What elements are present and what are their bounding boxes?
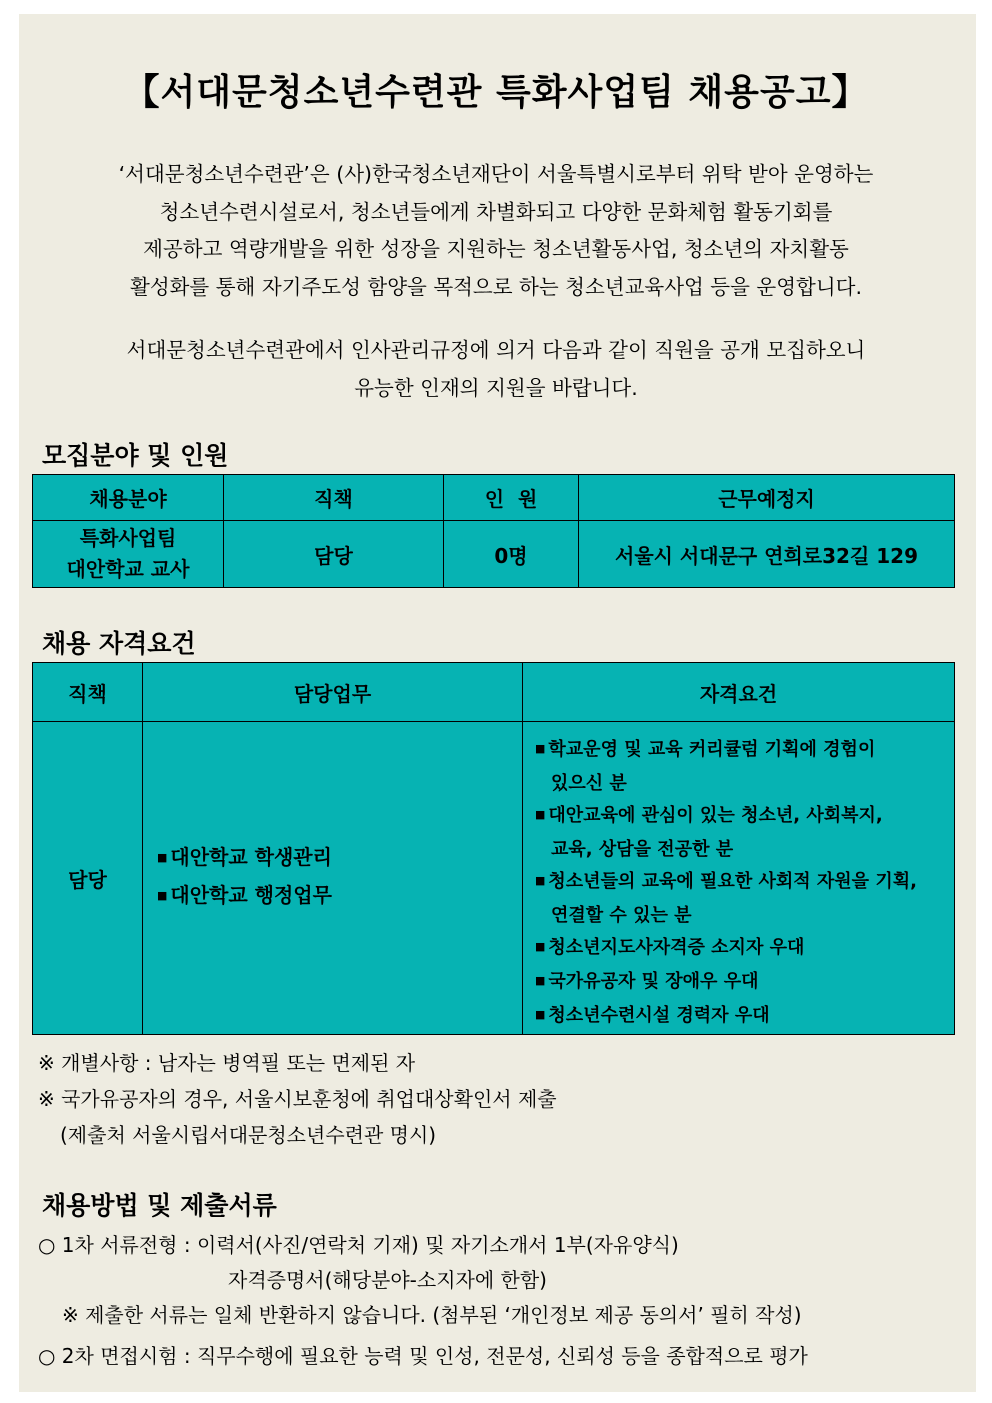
intro-line: 활성화를 통해 자기주도성 함양을 목적으로 하는 청소년교육사업 등을 운영합니다.	[130, 274, 862, 299]
recruit-line: 유능한 인재의 지원을 바랍니다.	[354, 375, 638, 400]
bullet-square-icon: ■	[535, 874, 546, 887]
cell-duties	[143, 722, 523, 1035]
step-document-screening: ○ 1차 서류전형 : 이력서(사진/연락처 기재) 및 자기소개서 1부(자유양식)	[38, 1233, 679, 1257]
list-item	[157, 840, 522, 878]
list-item	[157, 878, 522, 916]
step-document-note: ※ 제출한 서류는 일체 반환하지 않습니다. (첨부된 ‘개인정보 제공 동의서’ 필히 작성)	[62, 1303, 802, 1327]
bullet-square-icon: ■	[157, 851, 168, 864]
qualifications-table	[32, 662, 955, 1035]
list-item	[535, 800, 954, 866]
section-heading-recruitment: 모집분야 및 인원	[42, 441, 229, 470]
qual-text: 대안교육에 관심이 있는 청소년, 사회복지,	[548, 805, 883, 826]
section-heading-methods: 채용방법 및 제출서류	[42, 1191, 277, 1220]
col-header-qualifications: 자격요건	[523, 663, 955, 722]
list-item	[535, 1000, 954, 1034]
section-heading-qualifications: 채용 자격요건	[42, 629, 196, 658]
bullet-square-icon: ■	[535, 808, 546, 821]
col-header-position: 직책	[33, 663, 143, 722]
page-title: 【서대문청소년수련관 특화사업팀 채용공고】	[123, 72, 869, 113]
recruitment-table	[32, 474, 955, 588]
notes	[38, 1045, 557, 1153]
table-row	[33, 722, 955, 1035]
bullet-square-icon: ■	[535, 742, 546, 755]
list-item	[535, 734, 954, 800]
note-veterans-sub: (제출처 서울시립서대문청소년수련관 명시)	[60, 1123, 437, 1147]
note-veterans: ※ 국가유공자의 경우, 서울시보훈청에 취업대상확인서 제출	[38, 1087, 557, 1111]
cell-position: 담당	[33, 722, 143, 1035]
bullet-square-icon: ■	[535, 974, 546, 987]
qual-text: 청소년지도사자격증 소지자 우대	[548, 937, 805, 958]
intro-line: ‘서대문청소년수련관’은 (사)한국청소년재단이 서울특별시로부터 위탁 받아 운영하는	[118, 162, 874, 186]
list-item	[535, 866, 954, 932]
methods	[38, 1228, 808, 1374]
cell-position: 담당	[224, 521, 444, 588]
recruit-line: 서대문청소년수련관에서 인사관리규정에 의거 다음과 같이 직원을 공개 모집하오니	[126, 338, 866, 362]
qual-text-cont: 연결할 수 있는 분	[551, 905, 692, 926]
list-item	[535, 932, 954, 966]
col-header-field: 채용분야	[33, 475, 224, 521]
cell-count: 0명	[444, 521, 579, 588]
bullet-square-icon: ■	[535, 940, 546, 953]
col-header-duties: 담당업무	[143, 663, 523, 722]
cell-field	[33, 521, 224, 588]
duty-text: 대안학교 행정업무	[170, 883, 332, 907]
qual-text-cont: 있으신 분	[551, 773, 627, 794]
col-header-location: 근무예정지	[579, 475, 955, 521]
step-interview: ○ 2차 면접시험 : 직무수행에 필요한 능력 및 인성, 전문성, 신뢰성 등을 종합적으로 평가	[38, 1344, 808, 1368]
intro-line: 청소년수련시설로서, 청소년들에게 차별화되고 다양한 문화체험 활동기회를	[159, 199, 833, 224]
bullet-square-icon: ■	[157, 889, 168, 902]
col-header-position: 직책	[224, 475, 444, 521]
field-line: 특화사업팀	[79, 526, 177, 550]
qual-text: 청소년수련시설 경력자 우대	[548, 1005, 770, 1026]
field-line: 대안학교 교사	[66, 557, 190, 581]
bullet-square-icon: ■	[535, 1008, 546, 1021]
duty-text: 대안학교 학생관리	[170, 845, 332, 869]
intro-paragraph	[40, 156, 952, 306]
intro-line: 제공하고 역량개발을 위한 성장을 지원하는 청소년활동사업, 청소년의 자치활동	[143, 237, 849, 261]
list-item	[535, 966, 954, 1000]
recruit-paragraph	[40, 332, 952, 407]
qual-text: 학교운영 및 교육 커리큘럼 기획에 경험이	[548, 739, 876, 760]
cell-qualifications	[523, 722, 955, 1035]
note-military: ※ 개별사항 : 남자는 병역필 또는 면제된 자	[38, 1051, 416, 1075]
qual-text-cont: 교육, 상담을 전공한 분	[551, 839, 734, 860]
col-header-count: 인 원	[444, 475, 579, 521]
cell-location: 서울시 서대문구 연희로32길 129	[579, 521, 955, 588]
qual-text: 국가유공자 및 장애우 우대	[548, 971, 759, 992]
qual-text: 청소년들의 교육에 필요한 사회적 자원을 기획,	[548, 871, 917, 892]
table-row	[33, 521, 955, 588]
step-document-screening-cont: 자격증명서(해당분야-소지자에 한함)	[228, 1268, 547, 1292]
